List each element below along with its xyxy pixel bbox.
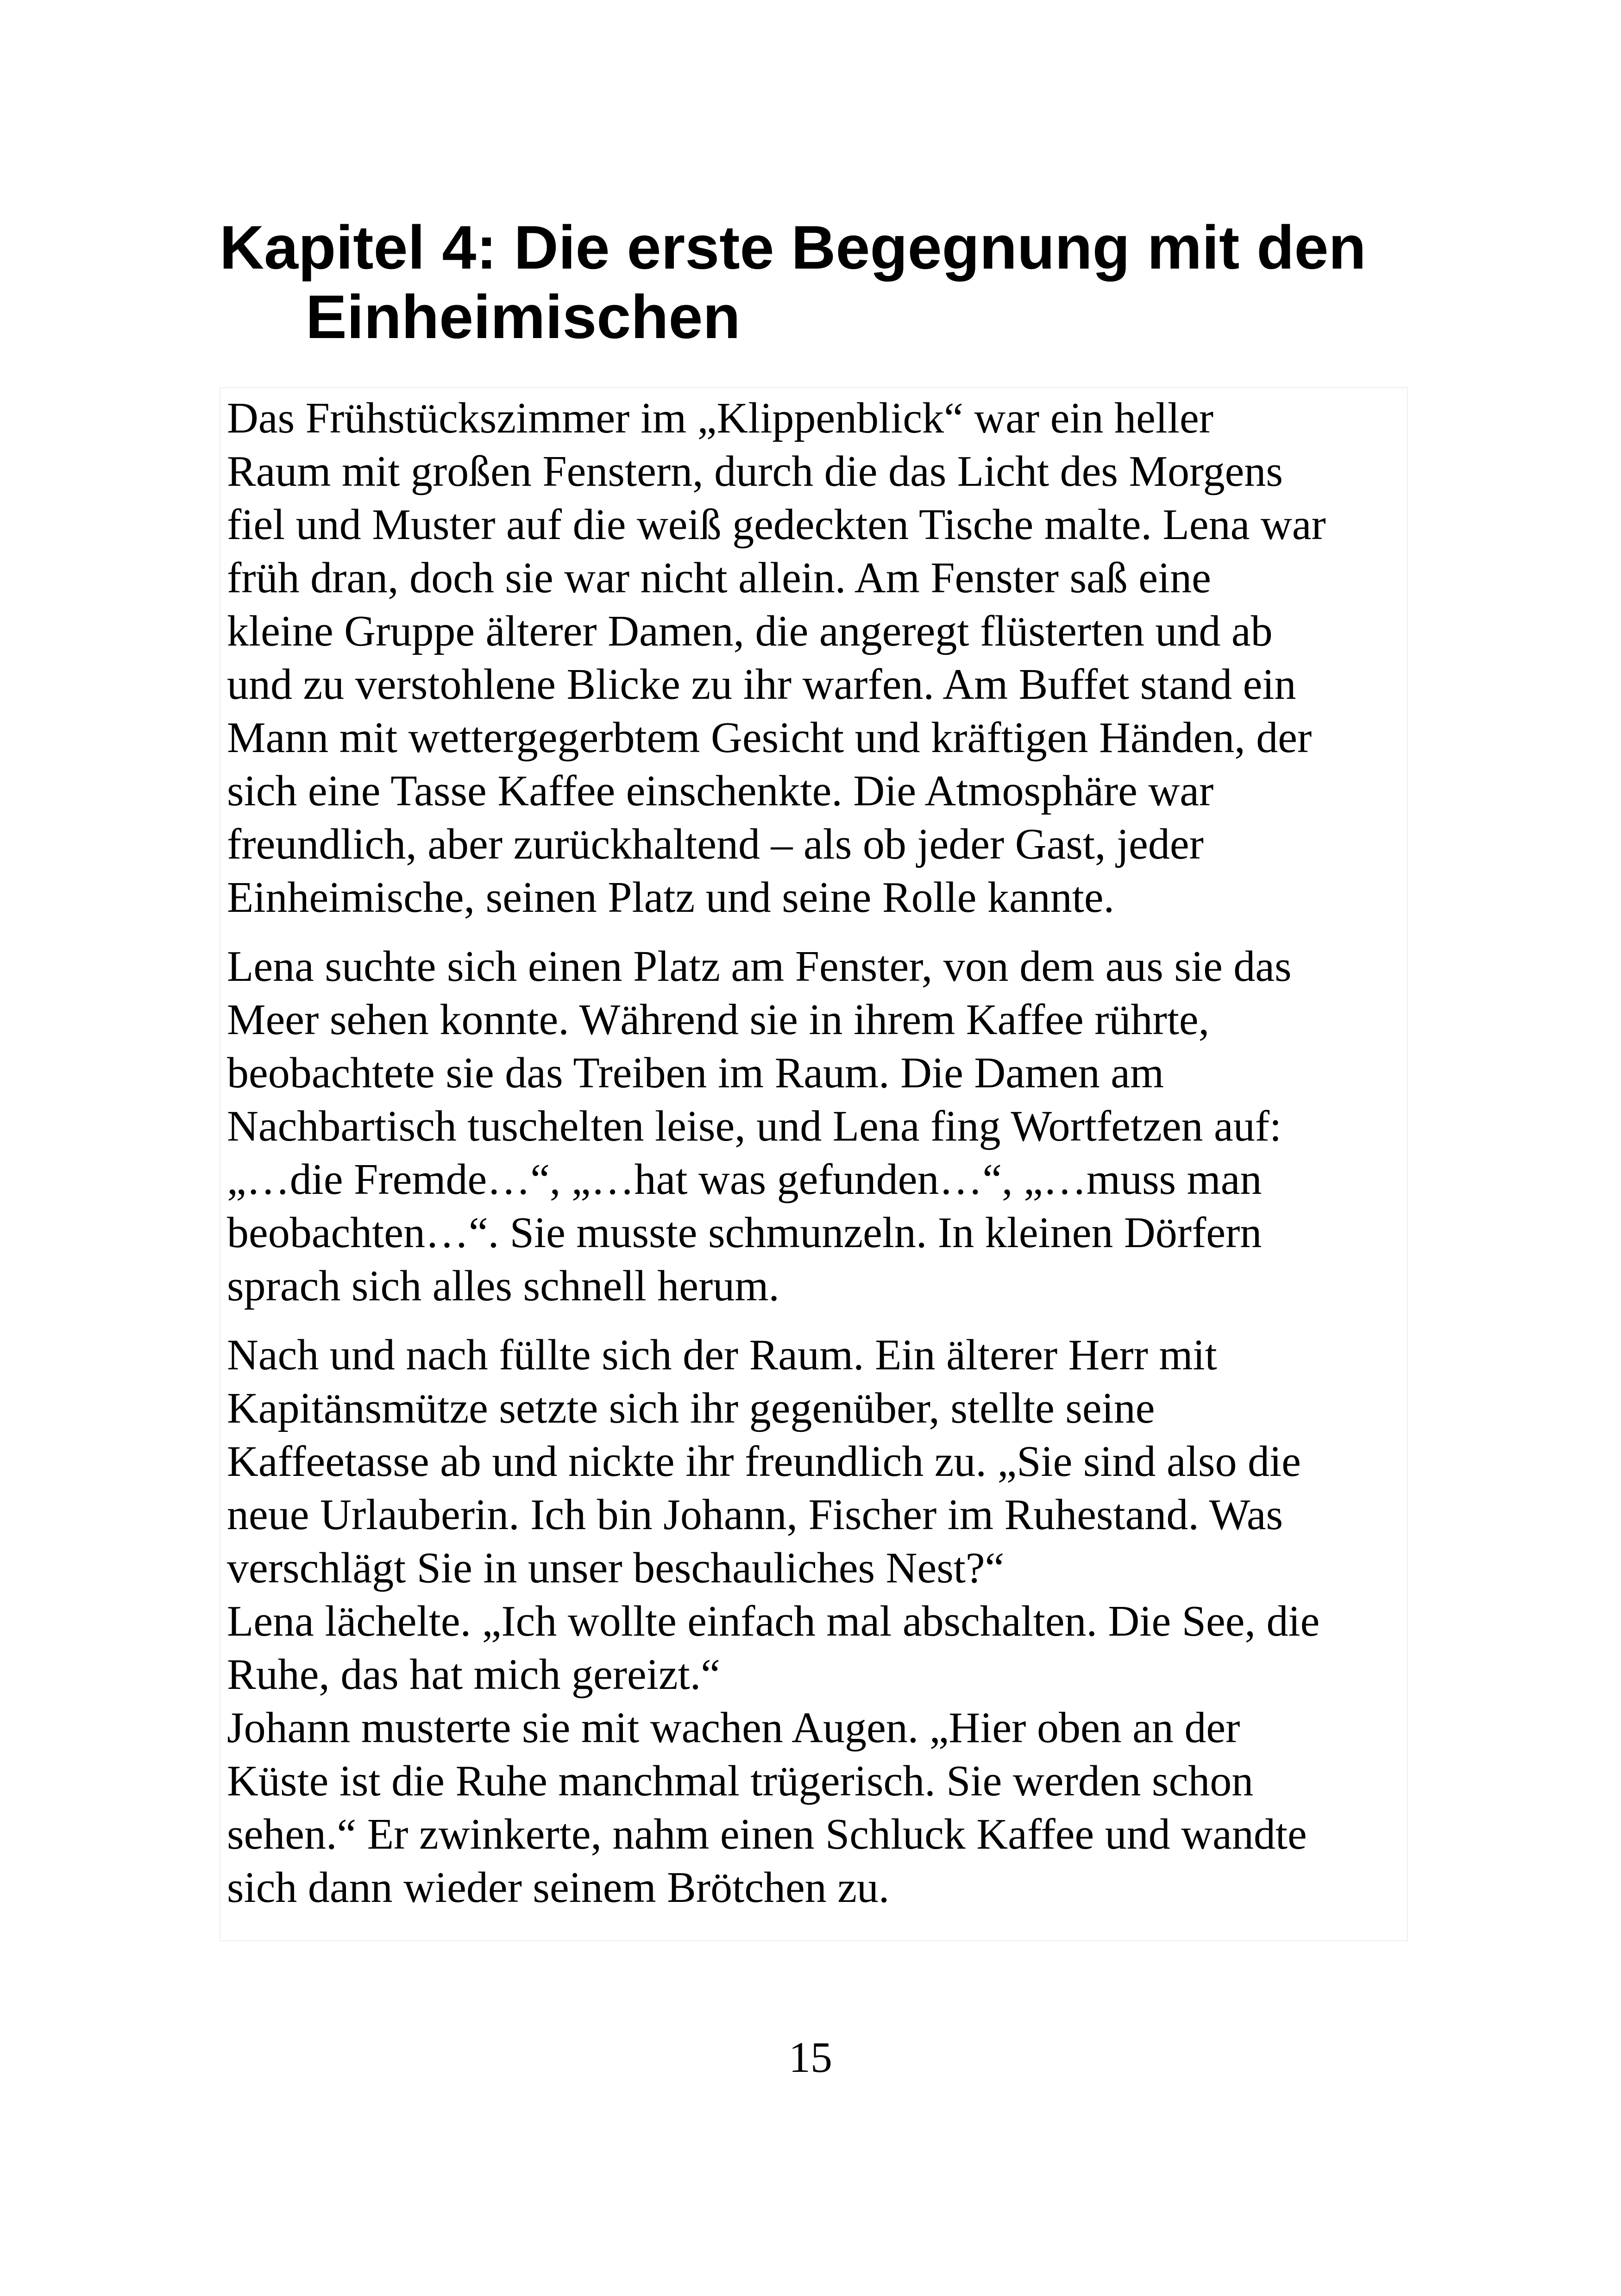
text-line: und zu verstohlene Blicke zu ihr warfen. Am Buffet stand ein — [227, 660, 1296, 709]
text-frame — [220, 387, 1408, 1941]
text-line: beobachtete sie das Treiben im Raum. Die Damen am — [227, 1049, 1164, 1097]
text-line: Mann mit wettergegerbtem Gesicht und kräftigen Händen, der — [227, 714, 1312, 762]
text-line: Kapitänsmütze setzte sich ihr gegenüber, stellte seine — [227, 1384, 1155, 1432]
text-line: Kaffeetasse ab und nickte ihr freundlich zu. „Sie sind also die — [227, 1437, 1301, 1486]
paragraph-3 — [227, 1329, 1401, 1914]
text-line: freundlich, aber zurückhaltend – als ob jeder Gast, jeder — [227, 820, 1204, 868]
text-line: Lena suchte sich einen Platz am Fenster, von dem aus sie das — [227, 942, 1292, 991]
text-line: neue Urlauberin. Ich bin Johann, Fischer im Ruhestand. Was — [227, 1491, 1283, 1539]
text-line: kleine Gruppe älterer Damen, die angeregt flüsterten und ab — [227, 607, 1273, 655]
paragraph-1 — [227, 392, 1401, 924]
text-line: früh dran, doch sie war nicht allein. Am Fenster saß eine — [227, 554, 1211, 602]
text-line: Küste ist die Ruhe manchmal trügerisch. Sie werden schon — [227, 1757, 1254, 1805]
text-line: „…die Fremde…“, „…hat was gefunden…“, „…muss man — [227, 1155, 1262, 1204]
text-line: Das Frühstückszimmer im „Klippenblick“ war ein heller — [227, 394, 1214, 442]
text-line: sehen.“ Er zwinkerte, nahm einen Schluck Kaffee und wandte — [227, 1810, 1307, 1858]
text-line: Raum mit großen Fenstern, durch die das Licht des Morgens — [227, 447, 1283, 496]
paragraph-2 — [227, 940, 1401, 1313]
text-line: Meer sehen konnte. Während sie in ihrem Kaffee rührte, — [227, 996, 1210, 1044]
text-line: sich dann wieder seinem Brötchen zu. — [227, 1863, 890, 1912]
page-number: 15 — [789, 2033, 832, 2082]
text-line: Nachbartisch tuschelten leise, und Lena fing Wortfetzen auf: — [227, 1102, 1282, 1150]
text-line: beobachten…“. Sie musste schmunzeln. In kleinen Dörfern — [227, 1209, 1262, 1257]
text-line: Nach und nach füllte sich der Raum. Ein älterer Herr mit — [227, 1331, 1217, 1379]
text-line: verschlägt Sie in unser beschauliches Nest?“ — [227, 1544, 1005, 1592]
text-line: sich eine Tasse Kaffee einschenkte. Die Atmosphäre war — [227, 767, 1214, 815]
text-line: Ruhe, das hat mich gereizt.“ — [227, 1650, 720, 1699]
text-line: Einheimische, seinen Platz und seine Rolle kannte. — [227, 873, 1115, 922]
text-line: sprach sich alles schnell herum. — [227, 1262, 779, 1310]
chapter-title: Kapitel 4: Die erste Begegnung mit den Einheimischen — [220, 213, 1366, 351]
text-line: Lena lächelte. „Ich wollte einfach mal abschalten. Die See, die — [227, 1597, 1320, 1645]
text-line: Johann musterte sie mit wachen Augen. „Hier oben an der — [227, 1704, 1240, 1752]
text-line: fiel und Muster auf die weiß gedeckten Tische malte. Lena war — [227, 501, 1326, 549]
